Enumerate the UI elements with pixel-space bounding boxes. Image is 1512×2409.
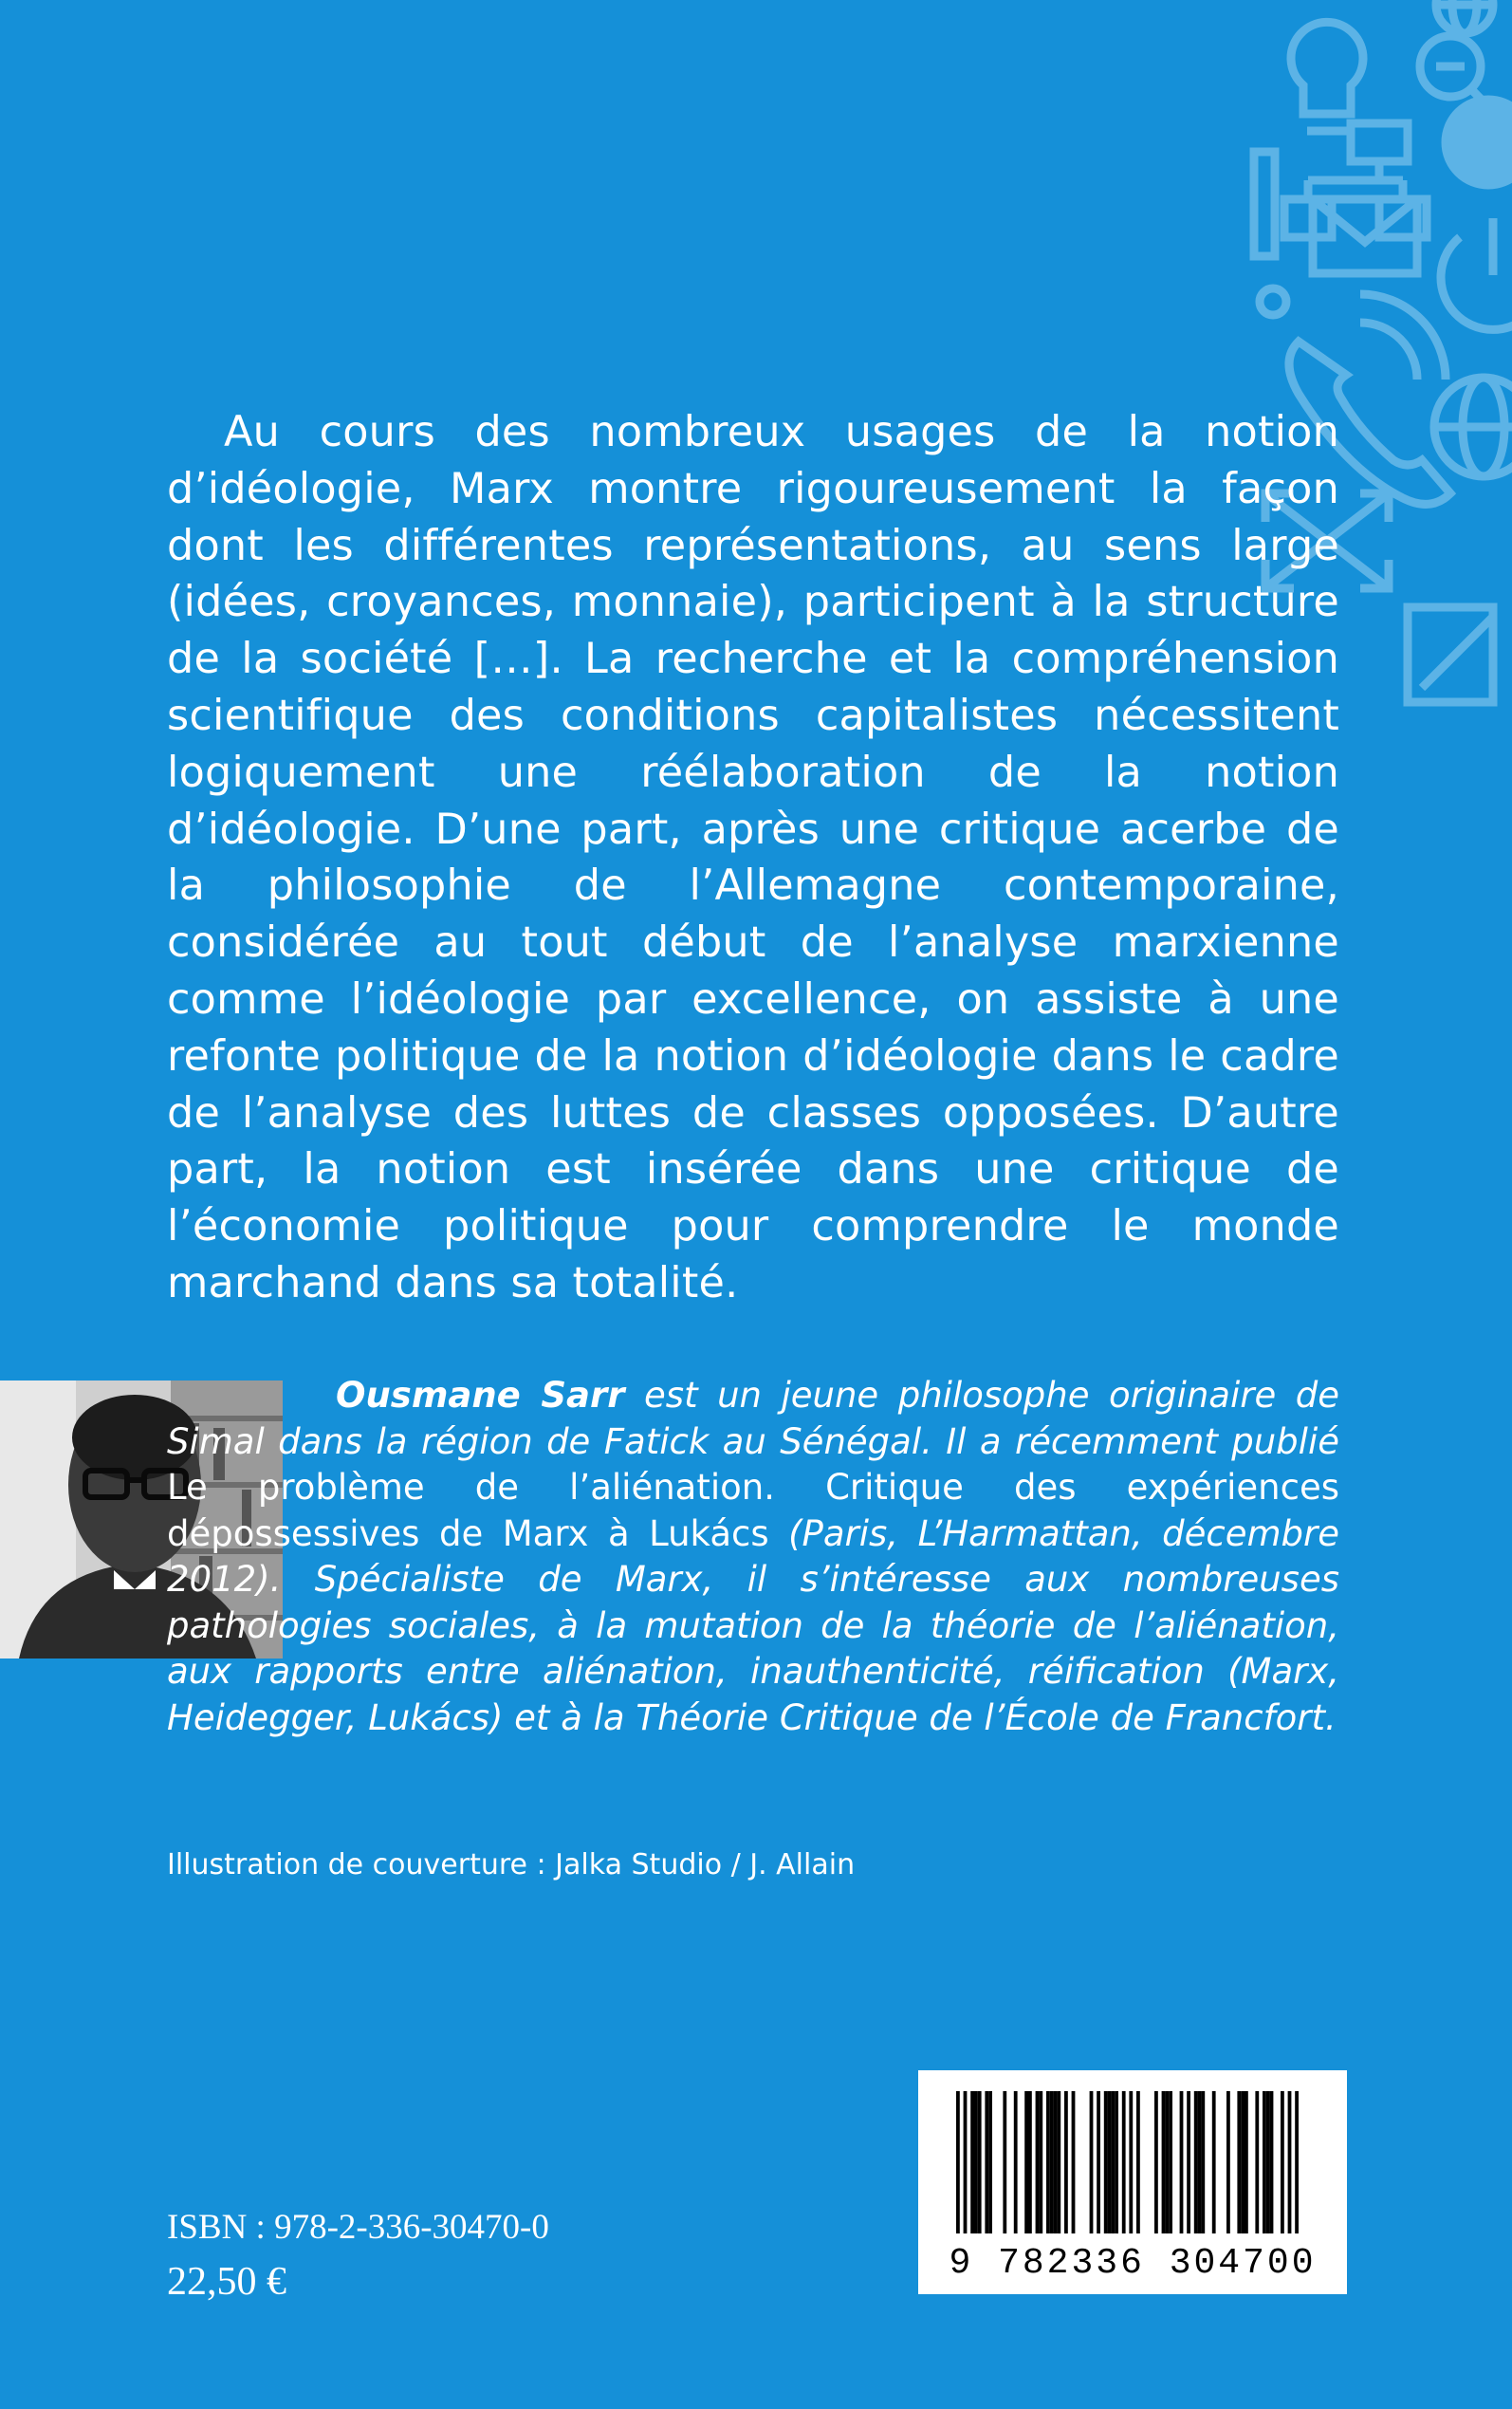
barcode-bar [1108,2091,1112,2233]
barcode-bar [1198,2091,1202,2233]
barcode-bar [1241,2091,1245,2233]
price: 22,50 € [167,2260,286,2304]
barcode-bar [1046,2091,1050,2233]
barcode-bar [1129,2091,1133,2233]
author-biography [167,1373,1339,1741]
barcode-bar [978,2091,982,2233]
barcode-bar [1057,2091,1060,2233]
barcode-bar [1054,2091,1058,2233]
book-title: Le problème de l’aliénation. Critique des expériences dépossessives de Marx à Lukács [167,1467,1339,1554]
blurb-paragraph: Au cours des nombreux usages de la notion d’idéologie, Marx montre rigoureusement la façon dont les différentes représentations, au sens large (idées, croyances, monnaie), participent à la structure de la société […]. La recherche et la compréhension scientifique des conditions capitalistes nécessitent logiquement une réélaboration de la notion d’idéologie. D’une part, après une critique acerbe de la philosophie de l’Allemagne contemporaine, considérée au tout début de l’analyse marxienne comme l’idéologie par excellence, on assiste à une refonte politique de la notion d’idéologie dans le cadre de l’analyse des luttes de classes opposées. D’autre part, la notion est insérée dans une critique de l’économie politique pour comprendre le monde marchand dans sa totalité. [167,408,1339,1307]
barcode-bar [1039,2091,1042,2233]
barcode-bar [964,2091,968,2233]
globe-icon [1436,0,1493,33]
barcode-bar [988,2091,992,2233]
barcode-bar [1201,2091,1205,2233]
barcode-bar [956,2091,960,2233]
barcode-bar [1122,2091,1126,2233]
barcode-bar [1111,2091,1115,2233]
barcode-bar [1281,2091,1284,2233]
photo-indent [167,1406,336,1407]
barcode-bar [1028,2091,1032,2233]
isbn: ISBN : 978-2-336-30470-0 [167,2208,549,2247]
barcode-bar [1212,2091,1216,2233]
barcode-bar [1237,2091,1241,2233]
barcode-bar [1288,2091,1292,2233]
barcode-bar [974,2091,978,2233]
globe-icon-2 [1434,378,1512,476]
power-icon [1441,218,1512,329]
barcode-bar [1024,2091,1028,2233]
barcode [918,2070,1347,2294]
barcode-bar [1050,2091,1054,2233]
lightbulb-icon [1291,22,1363,131]
barcode-bar [1097,2091,1100,2233]
barcode-bar [1266,2091,1270,2233]
barcode-bar [1245,2091,1248,2233]
barcode-bar [1090,2091,1094,2233]
barcode-digits: 9 782336 304700 [949,2243,1317,2284]
barcode-bar [1036,2091,1040,2233]
bio-intro: est un jeune philosophe originaire de Simal dans la région de Fatick au Sénégal. Il a récemment publié [167,1375,1339,1462]
barcode-bar [1194,2091,1198,2233]
barcode-bar [1072,2091,1076,2233]
barcode-bar [1162,2091,1166,2233]
barcode-bar [1263,2091,1266,2233]
barcode-bar [1104,2091,1108,2233]
gear-icon [1260,288,1286,315]
user-icon [1446,100,1512,185]
barcode-bar [1226,2091,1230,2233]
barcode-bar [1270,2091,1274,2233]
bio-rest: (Paris, L’Harmattan, décembre 2012). Spécialiste de Marx, il s’intéresse aux nombreuses pathologies sociales, à la mutation de la théorie de l’aliénation, aux rapports entre aliénation, inauthenticité, réification (Marx, Heidegger, Lukács) et à la Théorie Critique de l’École de Francfort. [167,1512,1339,1738]
barcode-bar [985,2091,988,2233]
barcode-bar [1115,2091,1118,2233]
barcode-bar [1136,2091,1140,2233]
barcode-bars [918,2070,1347,2251]
back-cover-blurb [167,404,1339,1312]
edit-icon [1408,607,1493,702]
barcode-bar [1255,2091,1259,2233]
barcode-bar [1014,2091,1018,2233]
cover-illustration-credit: Illustration de couverture : Jalka Studio / J. Allain [167,1848,856,1881]
slider-icon [1254,152,1275,256]
flowchart-icon [1284,123,1427,237]
barcode-bar [1154,2091,1158,2233]
barcode-bar [1165,2091,1169,2233]
barcode-bar [1003,2091,1006,2233]
barcode-bar [1169,2091,1172,2233]
barcode-bar [1180,2091,1184,2233]
barcode-bar [1187,2091,1190,2233]
barcode-bar [970,2091,974,2233]
barcode-bar [1295,2091,1299,2233]
barcode-bar [1064,2091,1068,2233]
author-name: Ousmane Sarr [336,1375,625,1416]
